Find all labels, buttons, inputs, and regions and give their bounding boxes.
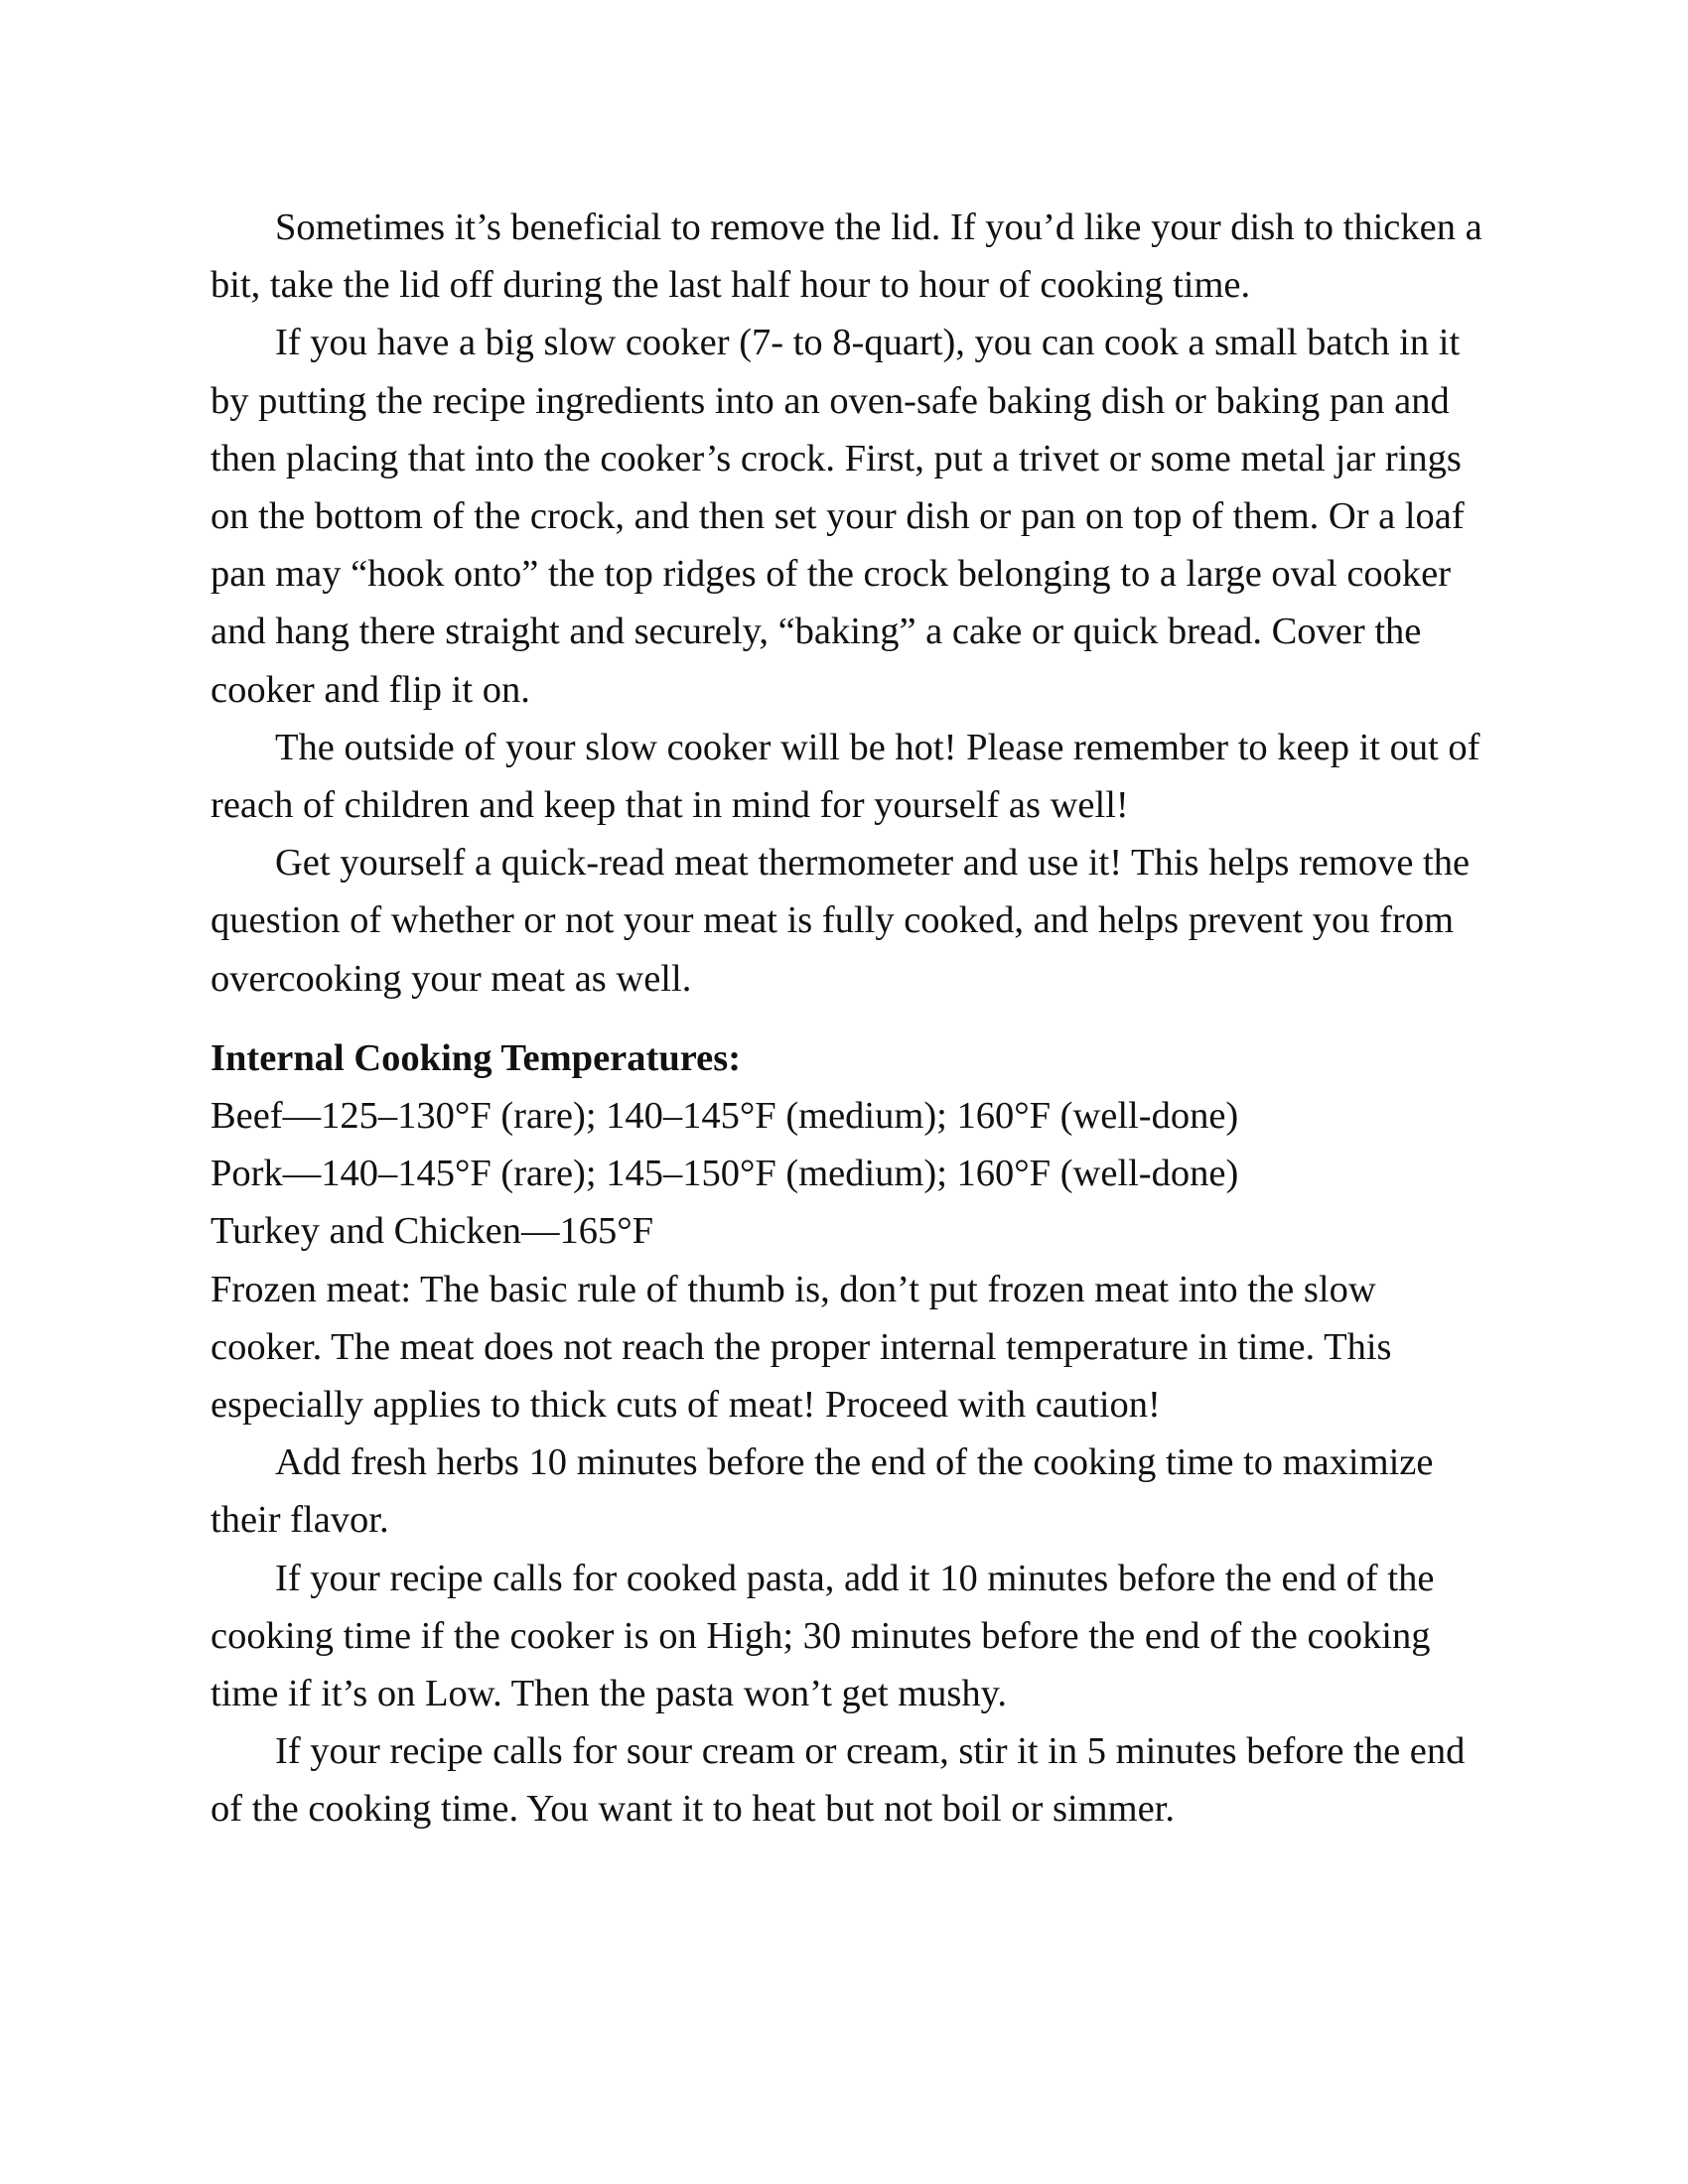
paragraph-cooked-pasta: If your recipe calls for cooked pasta, add it 10 minutes before the end of the cooking time if the cooker is on High; 30 minutes before the end of the cooking time if it’s on Low. Then the pasta won’t get mushy. (211, 1557, 1435, 1715)
paragraph-sour-cream: If your recipe calls for sour cream or cream, stir it in 5 minutes before the end of the cooking time. You want it to heat but not boil or simmer. (211, 1730, 1466, 1831)
paragraph-fresh-herbs: Add fresh herbs 10 minutes before the end of the cooking time to maximize their flavor. (211, 1441, 1434, 1542)
paragraph-hot-outside: The outside of your slow cooker will be hot! Please remember to keep it out of reach of children and keep that in mind for yourself as well! (211, 726, 1480, 827)
temperature-pork: Pork—140–145°F (rare); 145–150°F (medium); 160°F (well-done) (211, 1153, 1239, 1195)
temperature-beef: Beef—125–130°F (rare); 140–145°F (medium); 160°F (well-done) (211, 1095, 1239, 1138)
document-page (211, 199, 1491, 1839)
paragraph-meat-thermometer: Get yourself a quick-read meat thermometer and use it! This helps remove the question of whether or not your meat is fully cooked, and helps prevent you from overcooking your meat as well. (211, 842, 1471, 1000)
paragraph-remove-lid: Sometimes it’s beneficial to remove the lid. If you’d like your dish to thicken a bit, take the lid off during the last half hour to hour of cooking time. (211, 206, 1482, 307)
temperature-poultry: Turkey and Chicken—165°F (211, 1210, 654, 1253)
temperatures-heading: Internal Cooking Temperatures: (211, 1036, 742, 1079)
paragraph-big-slow-cooker: If you have a big slow cooker (7- to 8-quart), you can cook a small batch in it by putting the recipe ingredients into an oven-safe baking dish or baking pan and then placing that into the cooker’s crock. First, put a trivet or some metal jar rings on the bottom of the crock, and then set your dish or pan on top of them. Or a loaf pan may “hook onto” the top ridges of the crock belonging to a large oval cooker and hang there straight and securely, “baking” a cake or quick bread. Cover the cooker and flip it on. (211, 322, 1465, 711)
paragraph-frozen-meat: Frozen meat: The basic rule of thumb is, don’t put frozen meat into the slow cooker. The meat does not reach the proper internal temperature in time. This especially applies to thick cuts of meat! Proceed with caution! (211, 1268, 1392, 1427)
